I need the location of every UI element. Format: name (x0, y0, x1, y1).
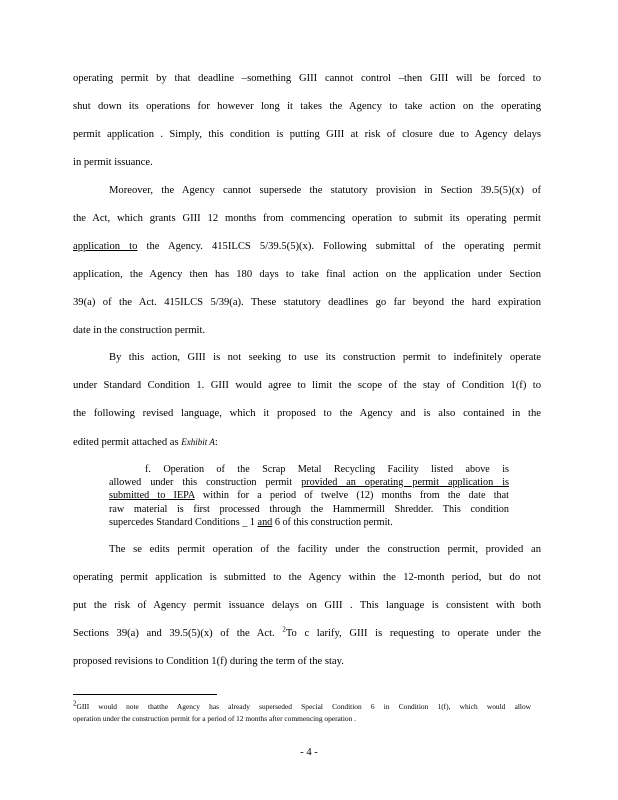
paragraph-1-line-4: in permit issuance. (73, 157, 153, 168)
footnote-text: GIII would note thatthe Agency has already superseded Special Condition 6 in Condition 1(f), which would allow (76, 702, 531, 711)
paragraph-3-line-2: under Standard Condition 1. GIII would agree to limit the scope of the stay of Condition 1(f) to (73, 380, 541, 391)
text-run: within for a period of twelve (12) months from the date that (194, 490, 509, 501)
text-run: edited permit attached as (73, 437, 182, 448)
blockquote-line-2 (109, 476, 509, 489)
text-run: the Agency. 415ILCS 5/39.5(5)(x). Following submittal of the operating permit (137, 241, 541, 252)
text-run: allowed under this construction permit (109, 477, 302, 488)
footnote-line-2: operation under the construction permit for a period of 12 months after commencing operation . (73, 714, 357, 723)
text-run: supercedes Standard Conditions (109, 517, 243, 528)
footnote-divider (73, 694, 217, 695)
exhibit-reference: Exhibit A (181, 437, 215, 447)
blockquote-line-1: f. Operation of the Scrap Metal Recycling Facility listed above is (145, 464, 509, 475)
underlined-text: submitted to IEPA (109, 490, 195, 501)
footnote-marker: 2 (73, 699, 77, 708)
page-number: - 4 - (300, 747, 318, 758)
paragraph-2-line-2: the Act, which grants GIII 12 months from commencing operation to submit its operating permit (73, 213, 541, 224)
text-run: Sections 39(a) and 39.5(5)(x) of the Act. (73, 628, 283, 639)
text-run: : (214, 437, 218, 448)
paragraph-4-line-5: proposed revisions to Condition 1(f) during the term of the stay. (73, 656, 344, 667)
paragraph-2-line-1: Moreover, the Agency cannot supersede the statutory provision in Section 39.5(5)(x) of (109, 185, 541, 196)
text-run: To c larify, GIII is requesting to operate under the (285, 628, 541, 639)
text-run: _ 1 (242, 517, 258, 528)
paragraph-2-line-5: 39(a) of the Act. 415ILCS 5/39(a). These statutory deadlines go far beyond the hard expiration (73, 297, 541, 308)
underlined-text: and (257, 517, 273, 528)
paragraph-4-line-4 (73, 627, 541, 641)
text-run: of this construction permit. (279, 517, 393, 528)
paragraph-4-line-1: The se edits permit operation of the facility under the construction permit, provided an (109, 544, 541, 555)
footnote-reference: 2 (282, 625, 286, 634)
paragraph-3-line-3: the following revised language, which it proposed to the Agency and is also contained in the (73, 408, 541, 419)
paragraph-1-line-2: shut down its operations for however long it takes the Agency to take action on the operating (73, 101, 541, 112)
paragraph-3-line-4 (73, 435, 541, 450)
blockquote-line-5 (109, 516, 509, 529)
blockquote-line-3 (109, 489, 509, 502)
underlined-text: provided an operating permit application is (301, 477, 509, 488)
paragraph-4-line-2: operating permit application is submitted to the Agency within the 12-month period, but do not (73, 572, 541, 583)
paragraph-3-line-1: By this action, GIII is not seeking to use its construction permit to indefinitely operate (109, 352, 541, 363)
paragraph-2-line-3 (73, 240, 541, 254)
paragraph-2-line-4: application, the Agency then has 180 days to take final action on the application under Section (73, 269, 541, 280)
paragraph-1-line-1: operating permit by that deadline –something GIII cannot control –then GIII will be forced to (73, 73, 541, 84)
underlined-text: application to (73, 241, 138, 252)
paragraph-2-line-6: date in the construction permit. (73, 325, 206, 336)
paragraph-1-line-3: permit application . Simply, this condition is putting GIII at risk of closure due to Agency delays (73, 129, 541, 140)
blockquote-line-4: raw material is first processed through the Hammermill Shredder. This condition (109, 504, 509, 515)
text-run: 6 (272, 517, 280, 528)
footnote-line-1 (73, 701, 531, 712)
paragraph-4-line-3: put the risk of Agency permit issuance delays on GIII . This language is consistent with both (73, 600, 541, 611)
